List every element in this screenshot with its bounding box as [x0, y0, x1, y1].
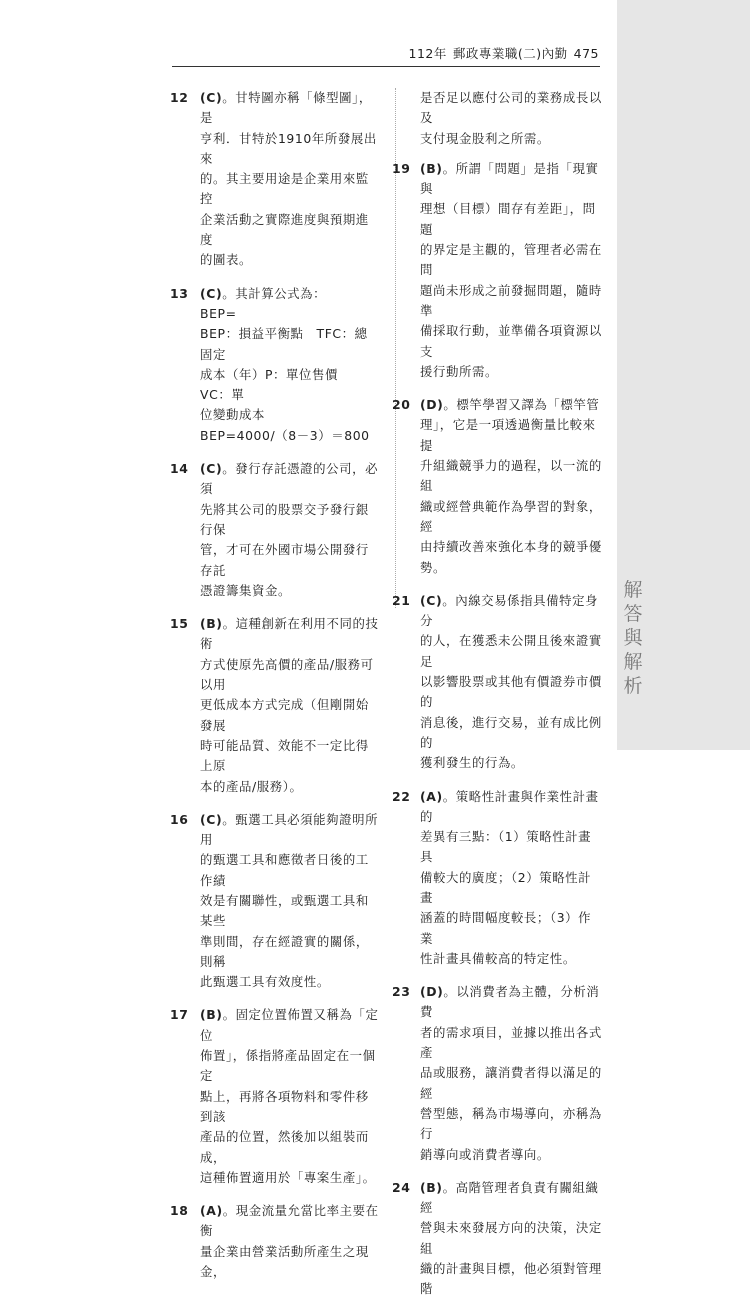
answer-item-12: [170, 88, 380, 271]
answer-item-20: [392, 395, 602, 578]
answer-item-13: [170, 284, 380, 446]
explanation-line: 憑證籌集資金。: [200, 582, 291, 598]
explanation-line: 佈置」，係指將產品固定在一個定: [200, 1048, 376, 1084]
question-number: 20: [392, 397, 411, 413]
explanation-line: 這種佈置適用於「專案生產」。: [200, 1169, 376, 1185]
answer-item-23: [392, 982, 602, 1165]
explanation-line: 量企業由營業活動所產生之現金，: [200, 1243, 369, 1280]
explanation-line: 勢。: [420, 559, 446, 575]
answer-choice: (B): [420, 160, 443, 176]
explanation-text: 。策略性計畫與作業性計畫的: [420, 788, 599, 824]
explanation-line: 備採取行動，並準備各項資源以支: [420, 323, 602, 359]
question-number: 22: [392, 788, 411, 804]
explanation-line: 以影響股票或其他有價證券市價的: [420, 674, 602, 710]
page-header: [409, 44, 599, 62]
answer-item-16: [170, 810, 380, 993]
explanation-line: [200, 810, 380, 851]
side-tab-char: 解: [623, 651, 643, 673]
explanation-line: [420, 787, 602, 828]
explanation-line: 織的計畫與目標，他必須對管理階: [420, 1261, 602, 1297]
answer-item-24: [392, 1178, 602, 1300]
page-number: 475: [573, 46, 599, 61]
answer-choice: (B): [420, 1179, 443, 1195]
explanation-line: 者的需求項目，並據以推出各式產: [420, 1024, 602, 1061]
explanation-line: 的甄選工具和應徵者日後的工作績: [200, 852, 369, 888]
explanation-line: [420, 159, 602, 200]
explanation-line: 效是有關聯性，或甄選工具和某些: [200, 892, 369, 929]
explanation-line: 方式使原先高價的產品/服務可以用: [200, 656, 374, 693]
explanation-line: 升組織競爭力的過程，以一流的組: [420, 458, 602, 494]
explanation-text: 。甄選工具必須能夠證明所用: [200, 811, 379, 848]
explanation-line: 營與未來發展方向的決策，決定組: [420, 1220, 602, 1256]
explanation-line: 備較大的廣度；（2）策略性計畫: [420, 869, 592, 905]
explanation-line: 獲利發生的行為。: [420, 755, 524, 771]
answer-choice: (C): [420, 592, 443, 608]
explanation-text: 。所謂「問題」是指「現實與: [420, 160, 599, 197]
explanation-text: 。這種創新在利用不同的技術: [200, 616, 379, 652]
explanation-line: 的圖表。: [200, 252, 252, 268]
answer-choice: (A): [420, 788, 443, 804]
answer-choice: (C): [200, 90, 223, 105]
explanation-text: 。固定位置佈置又稱為「定位: [200, 1007, 379, 1043]
explanation-line: 產品的位置，然後加以組裝而成，: [200, 1129, 369, 1165]
explanation-line: 理」，它是一項透過衡量比較來提: [420, 417, 596, 453]
explanation-line: 成本（年）P：單位售價 VC：單: [200, 366, 351, 403]
explanation-text: 。其計算公式為：: [222, 285, 327, 301]
header-title: 郵政專業職(二)內勤: [452, 46, 568, 61]
explanation-text: 。內線交易係指具備特定身分: [420, 592, 599, 629]
header-year: 112年: [408, 46, 447, 61]
question-number: 16: [170, 811, 189, 827]
explanation-line: 消息後，進行交易，並有成比例的: [420, 714, 602, 750]
side-tab-label: [620, 578, 646, 698]
explanation-text: 。以消費者為主體，分析消費: [420, 984, 600, 1020]
explanation-line: 品或服務，讓消費者得以滿足的經: [420, 1065, 602, 1101]
explanation-line: 時可能品質、效能不一定比得上原: [200, 737, 369, 774]
explanation-line: 支付現金股利之所需。: [420, 130, 550, 146]
explanation-line: BEP=4000/（8－3）＝800: [200, 427, 370, 443]
continued-explanation: [392, 88, 602, 149]
explanation-line: 準則間，存在經證實的關係，則稱: [200, 933, 369, 969]
explanation-line: 題尚未形成之前發掘問題，隨時準: [420, 282, 602, 318]
explanation-line: [420, 591, 602, 632]
explanation-text: 。甘特圖亦稱「條型圖」，是: [200, 90, 372, 126]
explanation-line: 位變動成本: [200, 407, 265, 423]
explanation-text: 。現金流量允當比率主要在衡: [200, 1203, 379, 1239]
explanation-line: 由持續改善來強化本身的競爭優: [420, 539, 602, 555]
side-tab-char: 析: [623, 675, 643, 697]
explanation-line: 的人，在獲悉未公開且後來證實足: [420, 633, 602, 669]
explanation-line: [200, 88, 380, 129]
answer-item-22: [392, 787, 602, 970]
answer-choice: (A): [200, 1203, 223, 1219]
explanation-line: 營型態，稱為市場導向，亦稱為行: [420, 1105, 602, 1142]
header-rule: [172, 66, 600, 67]
question-number: 24: [392, 1179, 411, 1195]
explanation-line: 亨利．甘特於1910年所發展出來: [200, 130, 377, 166]
explanation-line: [200, 1201, 380, 1242]
answer-choice: (C): [200, 285, 223, 301]
explanation-line: BEP：損益平衡點 TFC：總固定: [200, 326, 368, 362]
explanation-line: 點上，再將各項物料和零件移到該: [200, 1088, 369, 1124]
explanation-line: 是否足以應付公司的業務成長以及: [420, 90, 602, 126]
explanation-line: 涵蓋的時間幅度較長；（3）作業: [420, 910, 592, 946]
answer-choice: (D): [420, 984, 444, 1000]
explanation-line: 的。其主要用途是企業用來監控: [200, 171, 369, 207]
question-number: 13: [170, 285, 189, 301]
explanation-line: 差異有三點：（1）策略性計畫具: [420, 829, 592, 865]
explanation-line: 的界定是主觀的，管理者必需在問: [420, 242, 602, 278]
question-number: 21: [392, 592, 411, 608]
explanation-line: [420, 1178, 602, 1219]
explanation-line: 企業活動之實際進度與預期進度: [200, 211, 369, 248]
side-tab-char: 答: [623, 603, 643, 625]
question-number: 23: [392, 984, 411, 1000]
explanation-text: 。發行存託憑證的公司，必須: [200, 461, 379, 497]
explanation-line: 此甄選工具有效度性。: [200, 974, 330, 990]
question-number: 19: [392, 160, 411, 176]
question-number: 17: [170, 1007, 189, 1023]
answer-item-17: [170, 1005, 380, 1188]
answer-choice: (D): [420, 397, 444, 413]
question-number: 15: [170, 616, 189, 632]
explanation-line: 援行動所需。: [420, 363, 498, 379]
right-column: [392, 88, 602, 1313]
explanation-line: BEP=: [200, 305, 237, 321]
answer-choice: (C): [200, 811, 223, 827]
left-column: [170, 88, 380, 1295]
explanation-line: 更低成本方式完成（但剛開始發展: [200, 697, 369, 733]
question-number: 18: [170, 1203, 189, 1219]
answer-choice: (B): [200, 1007, 223, 1023]
explanation-text: 。高階管理者負責有關組織經: [420, 1179, 599, 1216]
explanation-line: 性計畫具備較高的特定性。: [420, 950, 576, 966]
answer-item-14: [170, 459, 380, 601]
explanation-line: [200, 459, 380, 500]
explanation-line: 先將其公司的股票交予發行銀行保: [200, 501, 369, 537]
explanation-line: 銷導向或消費者導向。: [420, 1146, 550, 1162]
answer-item-18: [170, 1201, 380, 1282]
answer-item-21: [392, 591, 602, 774]
answer-choice: (C): [200, 461, 223, 477]
explanation-line: [420, 982, 602, 1023]
explanation-line: 理想（目標）間存有差距」，問題: [420, 201, 596, 237]
explanation-line: 織或經營典範作為學習的對象，經: [420, 498, 602, 534]
side-tab-char: 解: [623, 579, 643, 601]
side-tab-char: 與: [623, 627, 643, 649]
question-number: 12: [170, 90, 189, 105]
explanation-line: 本的產品/服務）。: [200, 778, 303, 794]
explanation-line: [420, 395, 602, 415]
explanation-line: [200, 614, 380, 655]
answer-choice: (B): [200, 616, 223, 632]
explanation-line: [200, 284, 380, 304]
explanation-line: [200, 1005, 380, 1046]
answer-item-19: [392, 159, 602, 382]
explanation-line: 管，才可在外國市場公開發行存託: [200, 542, 369, 578]
explanation-text: 。標竿學習又譯為「標竿管: [443, 397, 600, 413]
answer-item-15: [170, 614, 380, 797]
question-number: 14: [170, 461, 189, 477]
